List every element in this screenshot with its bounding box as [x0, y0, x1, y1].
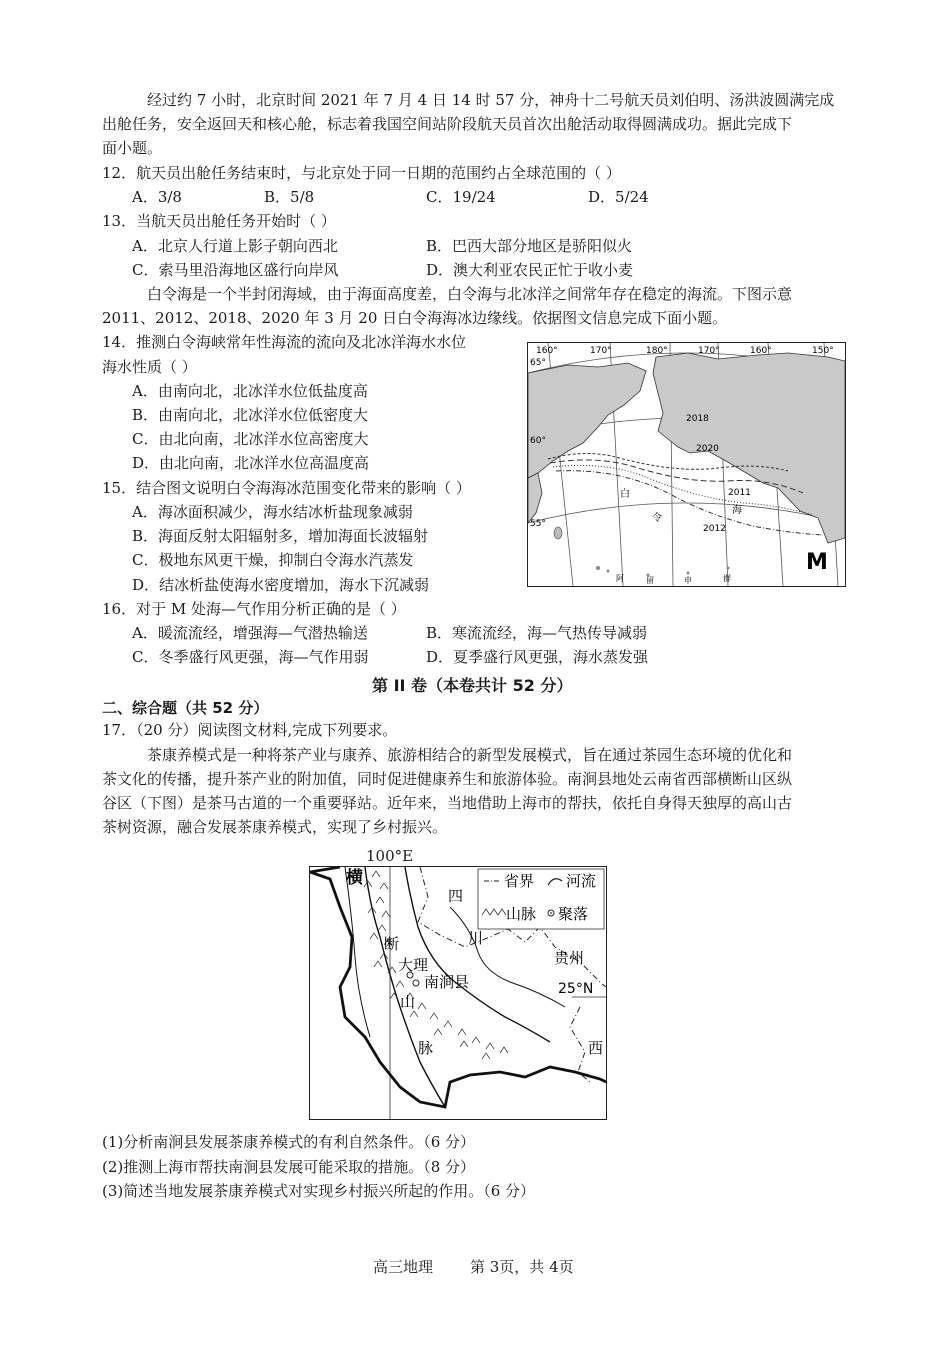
legend-mountain-label: 山脉	[506, 905, 537, 923]
intro-line-2: 出舱任务，安全返回天和核心舱，标志着我国空间站阶段航天员首次出舱活动取得圆满成功。据此完成下	[102, 115, 793, 133]
year-label-2011: 2011	[728, 488, 751, 498]
lat-label-25n: 25°N	[558, 981, 594, 997]
river	[345, 867, 370, 1037]
island	[554, 527, 562, 539]
island	[607, 570, 610, 573]
legend-boundary-label: 省界	[504, 872, 535, 890]
q15-option-a: A．海冰面积减少，海水结冰析盐现象减弱	[132, 503, 413, 521]
q12-stem: 12．航天员出舱任务结束时，与北京处于同一日期的范围约占全球范围的（ ）	[102, 164, 621, 182]
q17-paragraph-line-3: 谷区（下图）是茶马古道的一个重要驿站。近年来，当地借助上海市的帮扶，依托自身得天独厚的高山古	[102, 794, 793, 812]
nanjian-map-svg	[310, 867, 606, 1119]
lon-label-1: 160°	[536, 346, 558, 356]
province-guangxi: 西	[588, 1039, 604, 1057]
q17-paragraph-line-1: 茶康养模式是一种将茶产业与康养、旅游相结合的新型发展模式，旨在通过茶园生态环境的优化和	[147, 746, 793, 764]
q16-option-d: D．夏季盛行风更强，海水蒸发强	[426, 648, 649, 666]
lon-label-100e: 100°E	[366, 847, 414, 865]
bering-intro-line-2: 2011、2012、2018、2020 年 3 月 20 日白令海海冰边缘线。依据图文信息完成下面小题。	[102, 309, 728, 327]
place-nanjian: 南涧县	[424, 973, 470, 991]
q13-option-a: A．北京人行道上影子朝向西北	[132, 237, 338, 255]
nanjian-map	[309, 866, 607, 1120]
q17-paragraph-line-2: 茶文化的传播，提升茶产业的附加值，同时促进健康养生和旅游体验。南涧县地处云南省西部横断山区纵	[102, 770, 793, 788]
q12-option-c: C．19/24	[426, 188, 496, 206]
q13-option-d: D．澳大利亚农民正忙于收小麦	[426, 261, 634, 279]
q14-option-d: D．由北向南，北冰洋水位高温度高	[132, 454, 370, 472]
legend-settlement-label: 聚落	[558, 905, 589, 923]
q17-sub-3: (3)简述当地发展茶康养模式对实现乡村振兴所起的作用。（6 分）	[102, 1182, 536, 1200]
q14-stem-line-1: 14．推测白令海峡常年性海流的流向及北冰洋海水水位	[102, 333, 467, 351]
q14-option-c: C．由北向南，北冰洋水位高密度大	[132, 430, 369, 448]
range-char-2: 断	[384, 935, 400, 953]
intro-line-3: 面小题。	[102, 139, 163, 157]
q15-stem: 15．结合图文说明白令海海冰范围变化带来的影响（ ）	[102, 479, 471, 497]
footer-page: 第 3页，共 4页	[470, 1258, 574, 1276]
q14-option-b: B．由南向北，北冰洋水位低密度大	[132, 406, 369, 424]
q16-stem: 16．对于 M 处海—气作用分析正确的是（ ）	[102, 600, 406, 618]
island	[687, 572, 690, 575]
lon-label-3: 180°	[646, 346, 668, 356]
settlement-nanjian	[413, 980, 419, 986]
islands-name-1: 阿	[616, 574, 624, 583]
bering-sea-map	[527, 342, 846, 587]
q12-option-a: A．3/8	[132, 188, 182, 206]
legend-river-label: 河流	[566, 872, 597, 890]
q14-option-a: A．由南向北，北冰洋水位低盐度高	[132, 382, 368, 400]
lon-label-4: 170°	[698, 346, 720, 356]
q16-option-b: B．寒流流经，海—气热传导减弱	[426, 624, 648, 642]
province-guizhou: 贵州	[554, 949, 585, 967]
bering-sea-map-svg	[528, 343, 845, 586]
bering-intro-line-1: 白令海是一个半封闭海域，由于海面高度差，白令海与北冰洋之间常年存在稳定的海流。下图示意	[147, 285, 793, 303]
range-char-1: 横	[346, 868, 363, 888]
province-sichuan-1: 四	[448, 887, 464, 905]
q17-sub-2: (2)推测上海市帮扶南涧县发展可能采取的措施。（8 分）	[102, 1158, 476, 1176]
lat-label-55: 55°	[530, 519, 546, 529]
section-heading: 二、综合题（共 52 分）	[102, 699, 269, 717]
map-marker-m: M	[806, 550, 828, 575]
year-label-2018: 2018	[686, 414, 709, 424]
kamchatka-land	[528, 473, 542, 523]
islands-name-2: 留	[646, 576, 654, 585]
q13-stem: 13．当航天员出舱任务开始时（ ）	[102, 212, 336, 230]
lon-label-6: 150°	[812, 346, 834, 356]
island	[727, 567, 730, 570]
q17-paragraph-line-4: 茶树资源，融合发展茶康养模式，实现了乡村振兴。	[102, 818, 448, 836]
q12-option-b: B．5/8	[264, 188, 315, 206]
range-char-4: 脉	[418, 1039, 434, 1057]
province-sichuan-2: 川	[468, 929, 484, 947]
place-dali: 大理	[398, 956, 429, 974]
q16-option-a: A．暖流流经，增强海—气潜热输送	[132, 624, 368, 642]
sea-name-1: 白	[620, 489, 630, 500]
lat-label-60: 60°	[530, 436, 546, 446]
q16-option-c: C．冬季盛行风更强，海—气作用弱	[132, 648, 369, 666]
legend-settlement-dot	[550, 912, 552, 914]
q17-stem: 17．（20 分）阅读图文材料,完成下列要求。	[102, 721, 398, 739]
footer-subject: 高三地理	[373, 1258, 434, 1276]
q15-option-b: B．海面反射太阳辐射多，增加海面长波辐射	[132, 527, 429, 545]
sea-name-3: 海	[732, 505, 742, 516]
range-char-3: 山	[400, 993, 416, 1011]
sea-name-2: 令	[652, 513, 662, 524]
lon-label-2: 170°	[590, 346, 612, 356]
alaska-land	[653, 353, 845, 543]
intro-line-1: 经过约 7 小时，北京时间 2021 年 7 月 4 日 14 时 57 分，神舟十二号航天员刘伯明、汤洪波圆满完成	[147, 91, 835, 109]
national-border	[310, 867, 340, 872]
q13-option-b: B．巴西大部分地区是骄阳似火	[426, 237, 633, 255]
q12-option-d: D．5/24	[588, 188, 649, 206]
lat-label-65: 65°	[530, 358, 546, 368]
part-two-title: 第 II 卷（本卷共计 52 分）	[372, 676, 573, 695]
year-label-2012: 2012	[703, 524, 726, 534]
q15-option-c: C．极地东风更干燥，抑制白令海水汽蒸发	[132, 551, 414, 569]
q14-stem-line-2: 海水性质（ ）	[102, 358, 197, 376]
islands-name-3: 申	[684, 576, 692, 585]
lon-label-5: 160°	[750, 346, 772, 356]
q17-sub-1: (1)分析南涧县发展茶康养模式的有利自然条件。（6 分）	[102, 1133, 476, 1151]
islands-name-4: 群	[723, 574, 731, 583]
year-label-2020: 2020	[696, 444, 719, 454]
island	[596, 566, 600, 570]
q13-option-c: C．索马里沿海地区盛行向岸风	[132, 261, 339, 279]
q15-option-d: D．结冰析盐使海水密度增加，海水下沉减弱	[132, 576, 430, 594]
